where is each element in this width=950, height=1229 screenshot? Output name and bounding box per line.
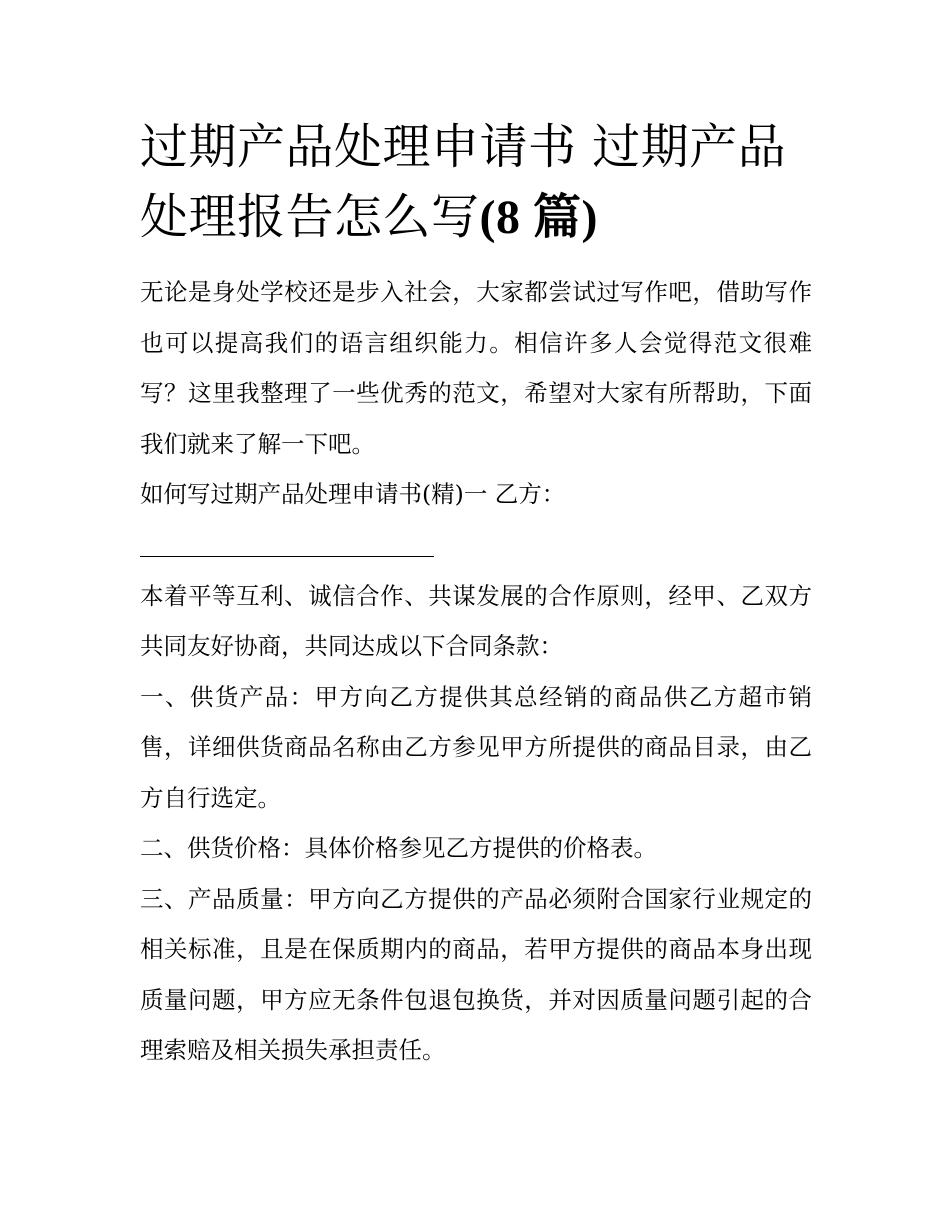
document-title-text: 过期产品处理申请书 过期产品处理报告怎么写 (140, 119, 787, 245)
contract-paragraph: 本着平等互利、诚信合作、共谋发展的合作原则，经甲、乙双方共同友好协商，共同达成以下合同条款： (140, 581, 812, 660)
document-title (140, 112, 812, 253)
contract-clause-2: 二、供货价格：具体价格参见乙方提供的价格表。 (140, 834, 657, 862)
intro-paragraph: 无论是身处学校还是步入社会，大家都尝试过写作吧，借助写作也可以提高我们的语言组织能力。相信许多人会觉得范文很难写？这里我整理了一些优秀的范文，希望对大家有所帮助，下面我们就来了解一下吧。 (140, 278, 812, 458)
section-heading: 如何写过期产品处理申请书(精)一 乙方： (140, 480, 566, 508)
document-title-count: (8 篇) (479, 191, 598, 244)
document-page (140, 112, 812, 1076)
signature-blank-line (140, 536, 434, 557)
contract-clause-1: 一、供货产品：甲方向乙方提供其总经销的商品供乙方超市销售，详细供货商品名称由乙方参见甲方所提供的商品目录，由乙方自行选定。 (140, 682, 812, 812)
contract-clause-3: 三、产品质量：甲方向乙方提供的产品必须附合国家行业规定的相关标准，且是在保质期内的商品，若甲方提供的商品本身出现质量问题，甲方应无条件包退包换货，并对因质量问题引起的合理索赔及相关损失承担责任。 (140, 884, 812, 1064)
